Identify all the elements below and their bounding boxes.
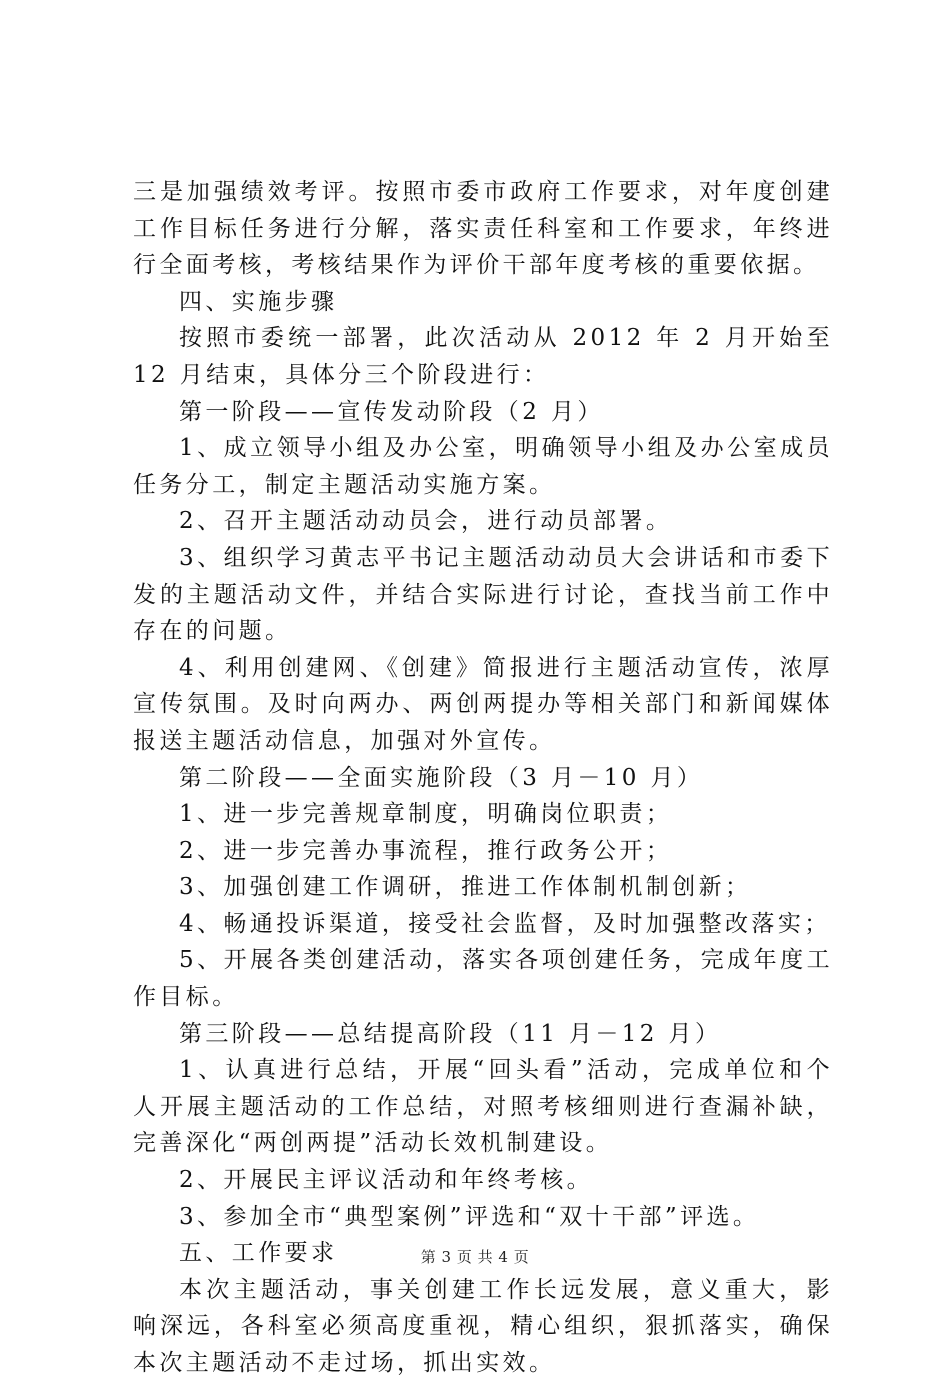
paragraph-work-requirements: 本次主题活动，事关创建工作长远发展，意义重大，影响深远，各科室必须高度重视，精心组织，狠抓落实，确保本次主题活动不走过场，抓出实效。	[133, 1276, 833, 1376]
paragraph-schedule-overview: 按照市委统一部署，此次活动从 2012 年 2 月开始至 12 月结束，具体分三个阶段进行：	[133, 325, 833, 388]
section-heading-implementation-steps: 四、实施步骤	[179, 288, 338, 315]
phase-2-item-3: 3、加强创建工作调研，推进工作体制机制创新；	[179, 874, 752, 901]
phase-1-item-3: 3、组织学习黄志平书记主题活动动员大会讲话和市委下发的主题活动文件，并结合实际进行讨论，查找当前工作中存在的问题。	[133, 544, 833, 645]
phase-heading-3: 第三阶段——总结提高阶段（11 月－12 月）	[179, 1020, 722, 1047]
phase-3-item-2: 2、开展民主评议活动和年终考核。	[179, 1167, 594, 1194]
phase-2-item-1: 1、进一步完善规章制度，明确岗位职责；	[179, 801, 673, 828]
page-number-footer: 第 3 页 共 4 页	[420, 1248, 530, 1266]
phase-2-item-5: 5、开展各类创建活动，落实各项创建任务，完成年度工作目标。	[133, 947, 833, 1011]
phase-3-item-3: 3、参加全市“典型案例”评选和“双十干部”评选。	[179, 1203, 760, 1230]
section-heading-work-requirements: 五、工作要求	[179, 1240, 338, 1267]
phase-2-item-4: 4、畅通投诉渠道，接受社会监督，及时加强整改落实；	[179, 910, 831, 937]
paragraph-performance-review: 三是加强绩效考评。按照市委市政府工作要求，对年度创建工作目标任务进行分解，落实责任科室和工作要求，年终进行全面考核，考核结果作为评价干部年度考核的重要依据。	[133, 179, 833, 279]
phase-1-item-4: 4、利用创建网、《创建》简报进行主题活动宣传，浓厚宣传氛围。及时向两办、两创两提办等相关部门和新闻媒体报送主题活动信息，加强对外宣传。	[133, 654, 833, 754]
phase-heading-1: 第一阶段——宣传发动阶段（2 月）	[179, 398, 604, 425]
phase-2-item-2: 2、进一步完善办事流程，推行政务公开；	[179, 837, 673, 864]
document-body	[133, 174, 833, 1382]
phase-1-item-1: 1、成立领导小组及办公室，明确领导小组及办公室成员任务分工，制定主题活动实施方案。	[133, 435, 833, 498]
phase-heading-2: 第二阶段——全面实施阶段（3 月－10 月）	[179, 764, 704, 791]
phase-1-item-2: 2、召开主题活动动员会，进行动员部署。	[179, 508, 673, 535]
phase-3-item-1: 1、认真进行总结，开展“回头看”活动，完成单位和个人开展主题活动的工作总结，对照考核细则进行查漏补缺，完善深化“两创两提”活动长效机制建设。	[133, 1057, 833, 1157]
